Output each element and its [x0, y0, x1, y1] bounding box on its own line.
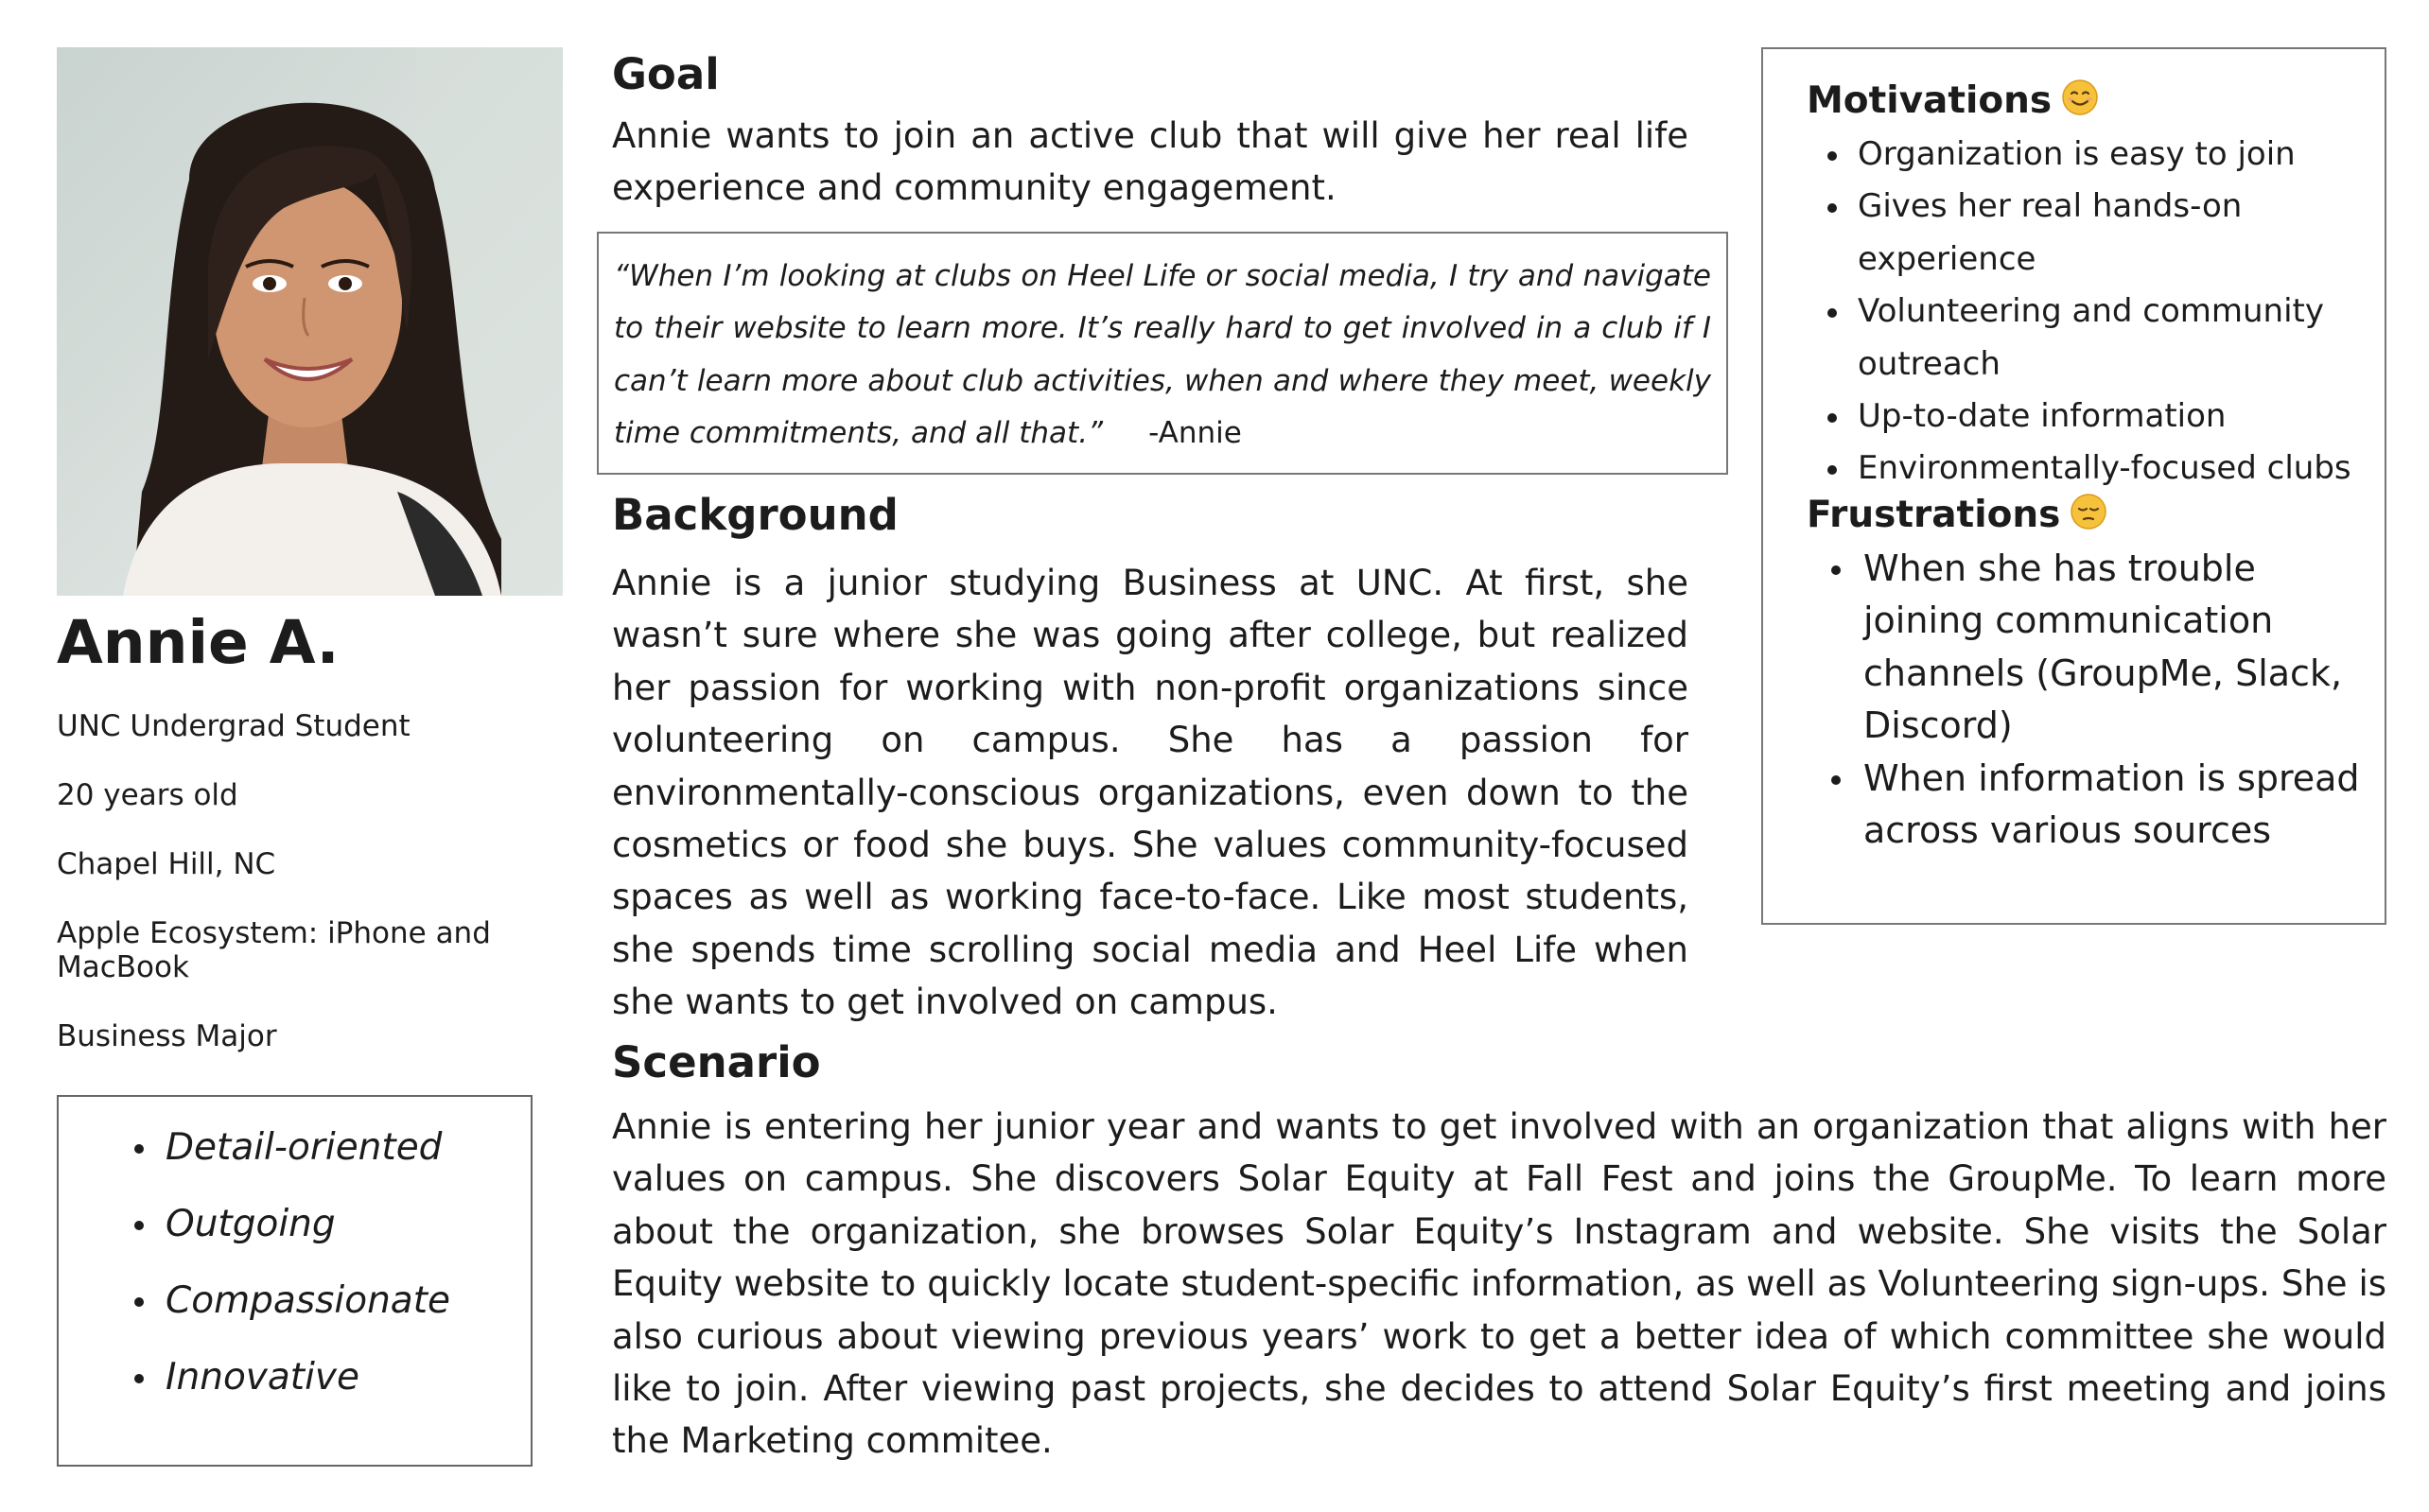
persona-name: Annie A. — [57, 608, 340, 677]
motivations-frustrations-box — [1761, 47, 2386, 925]
frustrations-heading — [1807, 492, 2107, 539]
background-text: Annie is a junior studying Business at UNC. At first, she wasn’t sure where she was going after college, but realized her passion for working with non-profit organizations since volunteering on campus. She has a passion for environmentally-conscious organizations, even down to the cosmetics or food she buys. She values community-focused spaces as well as working face-to-face. Like most students, she spends time scrolling social media and Heel Life when she wants to get involved on campus. — [612, 563, 1688, 1023]
fact-location: Chapel Hill, NC — [57, 847, 276, 881]
trait-item: Outgoing — [59, 1202, 450, 1278]
fact-age: 20 years old — [57, 778, 238, 812]
fact-major: Business Major — [57, 1019, 277, 1053]
motivation-item: Gives her real hands-on experience — [1763, 181, 2351, 286]
frustrations-heading-label: Frustrations — [1807, 494, 2061, 536]
trait-item: Detail-oriented — [59, 1125, 450, 1202]
traits-list — [59, 1125, 450, 1432]
goal-text: Annie wants to join an active club that will give her real life experience and community engagement. — [612, 115, 1688, 209]
motivation-item: Organization is easy to join — [1763, 129, 2351, 181]
fact-role: UNC Undergrad Student — [57, 709, 411, 743]
quote-box — [597, 232, 1728, 475]
trait-item: Compassionate — [59, 1278, 450, 1355]
frustration-item: When information is spread across various sources — [1763, 753, 2360, 858]
motivation-item: Up-to-date information — [1763, 391, 2351, 443]
motivations-list — [1763, 129, 2351, 495]
profile-photo — [57, 47, 563, 596]
frustrations-list — [1763, 543, 2360, 857]
goal-heading: Goal — [612, 49, 720, 99]
pensive-face-icon — [2070, 493, 2107, 530]
quote-author: -Annie — [1148, 416, 1242, 451]
quote-text — [614, 251, 1711, 461]
quote-body: “When I’m looking at clubs on Heel Life or social media, I try and navigate to their website to learn more. It’s really hard to get involved in a club if I can’t learn more about club activities, when and where they meet, weekly time commitments, and all that.” — [614, 259, 1711, 451]
traits-box — [57, 1095, 533, 1467]
fact-devices: Apple Ecosystem: iPhone and MacBook — [57, 916, 491, 984]
student-portrait-icon — [57, 47, 563, 596]
motivations-heading — [1807, 78, 2099, 125]
motivation-item: Volunteering and community outreach — [1763, 286, 2351, 391]
frustration-item: When she has trouble joining communication channels (GroupMe, Slack, Discord) — [1763, 543, 2360, 753]
motivations-heading-label: Motivations — [1807, 79, 2053, 122]
background-heading: Background — [612, 490, 899, 540]
motivation-item: Environmentally-focused clubs — [1763, 443, 2351, 495]
scenario-text: Annie is entering her junior year and wants to get involved with an organization that aligns with her values on campus. She discovers Solar Equity at Fall Fest and joins the GroupMe. To learn more about the organization, she browses Solar Equity’s Instagram and website. She visits the Solar Equity website to quickly locate student-specific information, as well as Volunteering sign-ups. She is also curious about viewing previous years’ work to get a better idea of which committee she would like to join. After viewing past projects, she decides to attend Solar Equity’s first meeting and joins the Marketing commitee. — [612, 1106, 2386, 1462]
trait-item: Innovative — [59, 1355, 450, 1432]
scenario-heading: Scenario — [612, 1037, 821, 1087]
smiling-face-icon — [2061, 78, 2099, 116]
